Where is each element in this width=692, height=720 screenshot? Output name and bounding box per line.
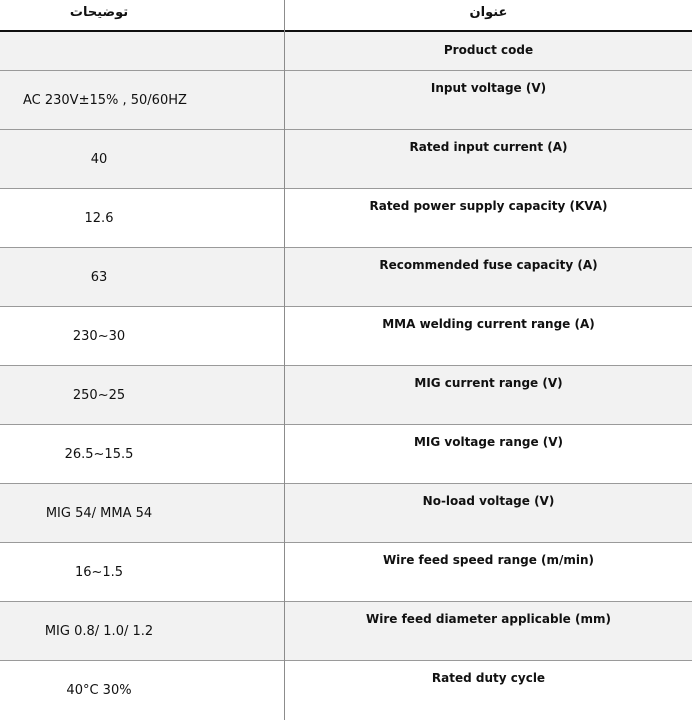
row-value: 40°C 30% — [66, 683, 132, 698]
table-row — [0, 661, 692, 720]
row-value: 250~25 — [72, 387, 126, 403]
row-label: Wire feed speed range (m/min) — [382, 553, 595, 567]
table-row — [0, 602, 692, 661]
table-header — [0, 0, 692, 32]
row-value: 16~1.5 — [74, 564, 124, 580]
table-body — [0, 32, 692, 720]
row-value: 40 — [90, 151, 108, 167]
row-label: Product code — [443, 43, 534, 57]
row-label: No-load voltage (V) — [422, 494, 555, 508]
row-label: Recommended fuse capacity (A) — [379, 258, 598, 272]
table-row — [0, 71, 692, 130]
row-value: 63 — [90, 269, 108, 285]
row-value: 12.6 — [84, 210, 114, 226]
table-row — [0, 425, 692, 484]
table-row — [0, 130, 692, 189]
row-value: 26.5~15.5 — [64, 446, 134, 462]
header-description: توضیحات — [69, 5, 129, 20]
table-row — [0, 484, 692, 543]
row-label: Wire feed diameter applicable (mm) — [366, 612, 611, 626]
row-label: Rated duty cycle — [431, 671, 546, 685]
table-row — [0, 366, 692, 425]
table-row — [0, 307, 692, 366]
table-row — [0, 248, 692, 307]
header-title: عنوان — [469, 5, 508, 20]
row-value — [0, 32, 198, 70]
table-row — [0, 189, 692, 248]
table-row — [0, 32, 692, 71]
row-value: MIG 54/ MMA 54 — [45, 505, 153, 521]
row-label: Rated power supply capacity (KVA) — [369, 199, 608, 213]
row-label: MMA welding current range (A) — [382, 317, 595, 331]
row-label: MIG current range (V) — [414, 376, 563, 390]
row-value: MIG 0.8/ 1.0/ 1.2 — [44, 623, 154, 639]
row-label: MIG voltage range (V) — [413, 435, 564, 449]
row-label: Input voltage (V) — [430, 81, 547, 95]
row-value: AC 230V±15% , 50/60HZ — [23, 92, 187, 108]
table-row — [0, 543, 692, 602]
row-value: 230~30 — [72, 328, 126, 344]
row-label: Rated input current (A) — [409, 140, 568, 154]
column-divider — [284, 0, 285, 720]
